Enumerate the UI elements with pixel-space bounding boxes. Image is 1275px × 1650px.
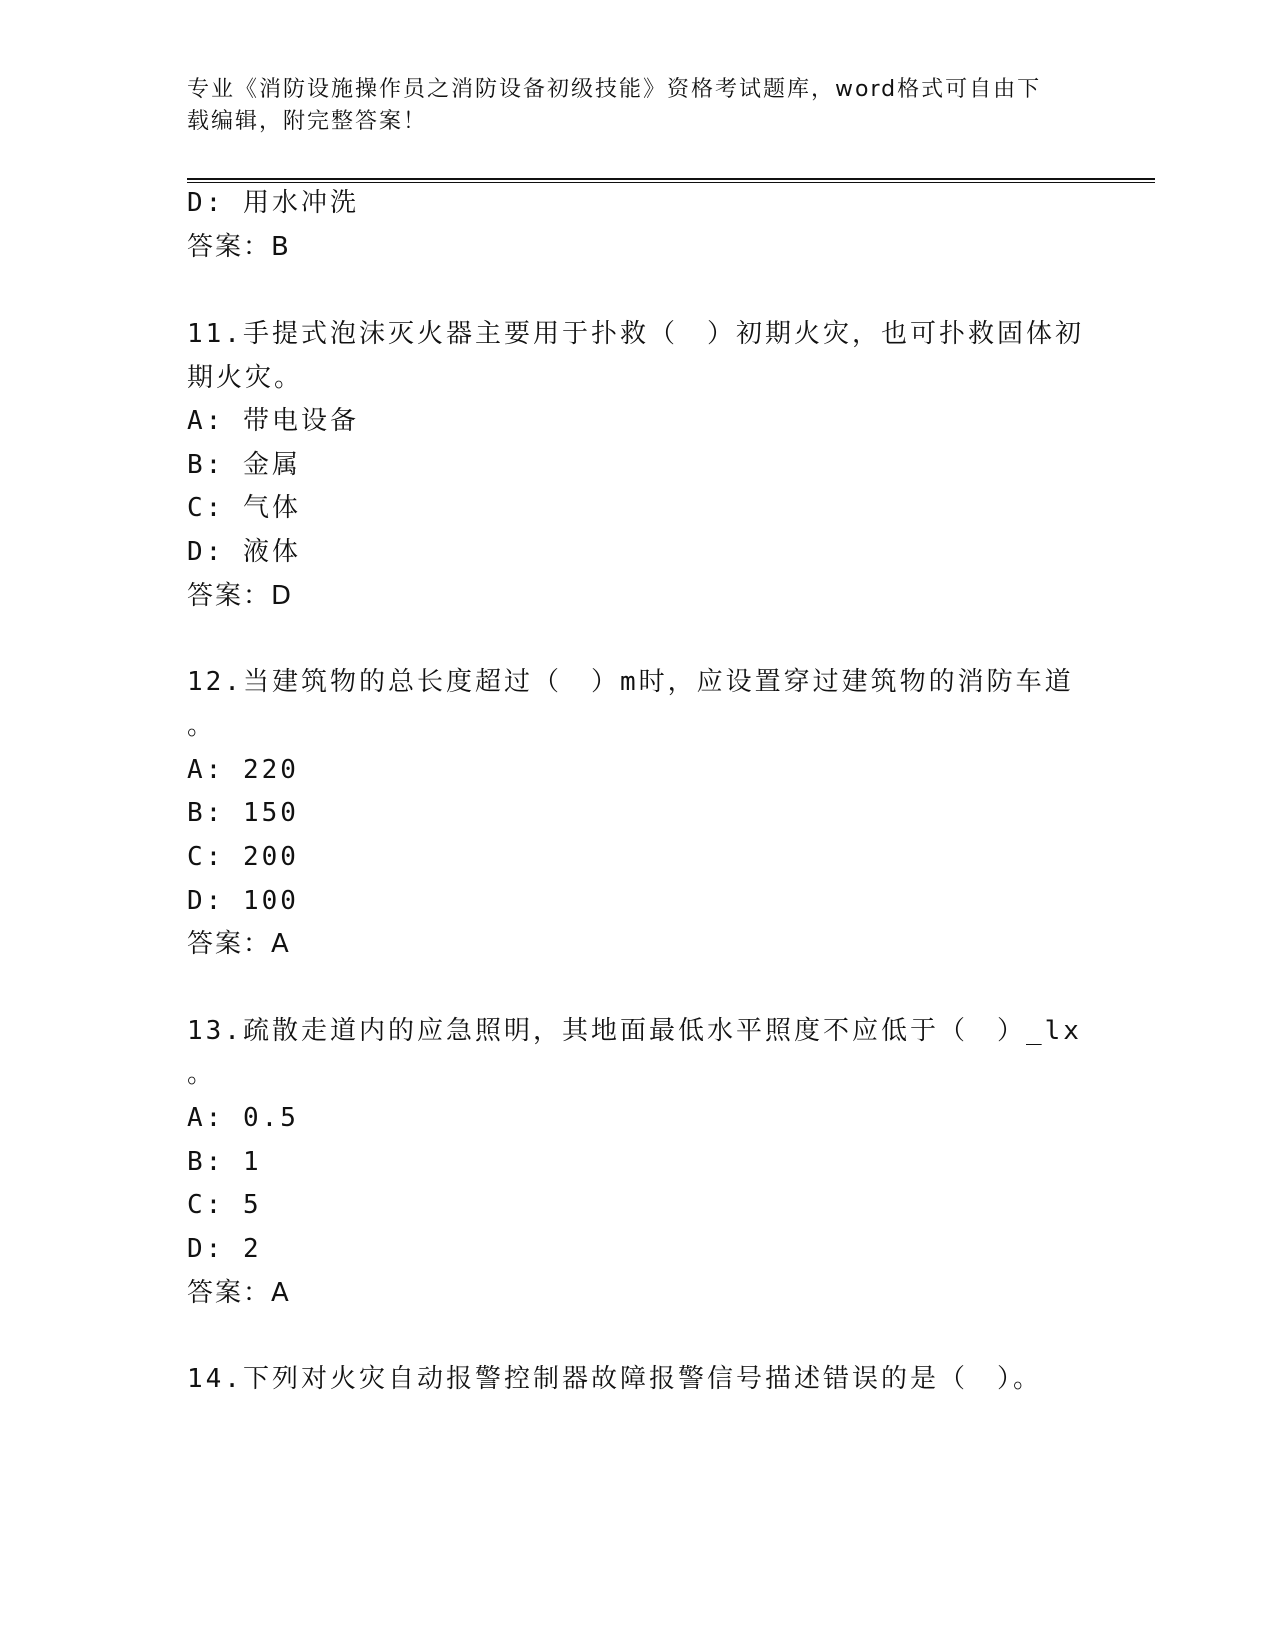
q12-option-b: B: 150	[187, 798, 299, 828]
q12-option-c: C: 200	[187, 842, 299, 872]
q12-option-d: D: 100	[187, 886, 299, 916]
q11-answer: 答案：D	[187, 581, 294, 611]
prev-option-d: D: 用水冲洗	[187, 188, 359, 218]
q13-option-a: A: 0.5	[187, 1103, 299, 1133]
q13-option-b: B: 1	[187, 1147, 262, 1177]
q11-option-d: D: 液体	[187, 537, 301, 567]
q13-option-c: C: 5	[187, 1190, 262, 1220]
prev-answer: 答案：B	[187, 232, 291, 262]
header-line-1: 专业《消防设施操作员之消防设备初级技能》资格考试题库，word格式可自由下	[187, 77, 1042, 102]
q12-stem-line-2: 。	[187, 711, 217, 741]
q11-option-a: A: 带电设备	[187, 406, 359, 436]
q13-stem-line-2: 。	[187, 1059, 217, 1089]
q13-option-d: D: 2	[187, 1234, 262, 1264]
document-header	[187, 74, 1087, 138]
q13-stem-line-1: 13.疏散走道内的应急照明，其地面最低水平照度不应低于（ ）_lx	[187, 1016, 1082, 1046]
q13-answer: 答案：A	[187, 1278, 291, 1308]
q12-option-a: A: 220	[187, 755, 299, 785]
q14-stem-line-1: 14.下列对火灾自动报警控制器故障报警信号描述错误的是（ ）。	[187, 1364, 1042, 1394]
q11-option-c: C: 气体	[187, 493, 301, 523]
q12-answer: 答案：A	[187, 929, 291, 959]
q11-stem-line-2: 期火灾。	[187, 363, 304, 393]
q11-stem-line-1: 11.手提式泡沫灭火器主要用于扑救（ ）初期火灾，也可扑救固体初	[187, 319, 1084, 349]
q11-option-b: B: 金属	[187, 450, 301, 480]
header-divider-thin	[187, 182, 1155, 183]
header-line-2: 载编辑，附完整答案！	[187, 109, 428, 134]
header-divider-thick	[187, 178, 1155, 180]
q12-stem-line-1: 12.当建筑物的总长度超过（ ）m时，应设置穿过建筑物的消防车道	[187, 667, 1074, 697]
